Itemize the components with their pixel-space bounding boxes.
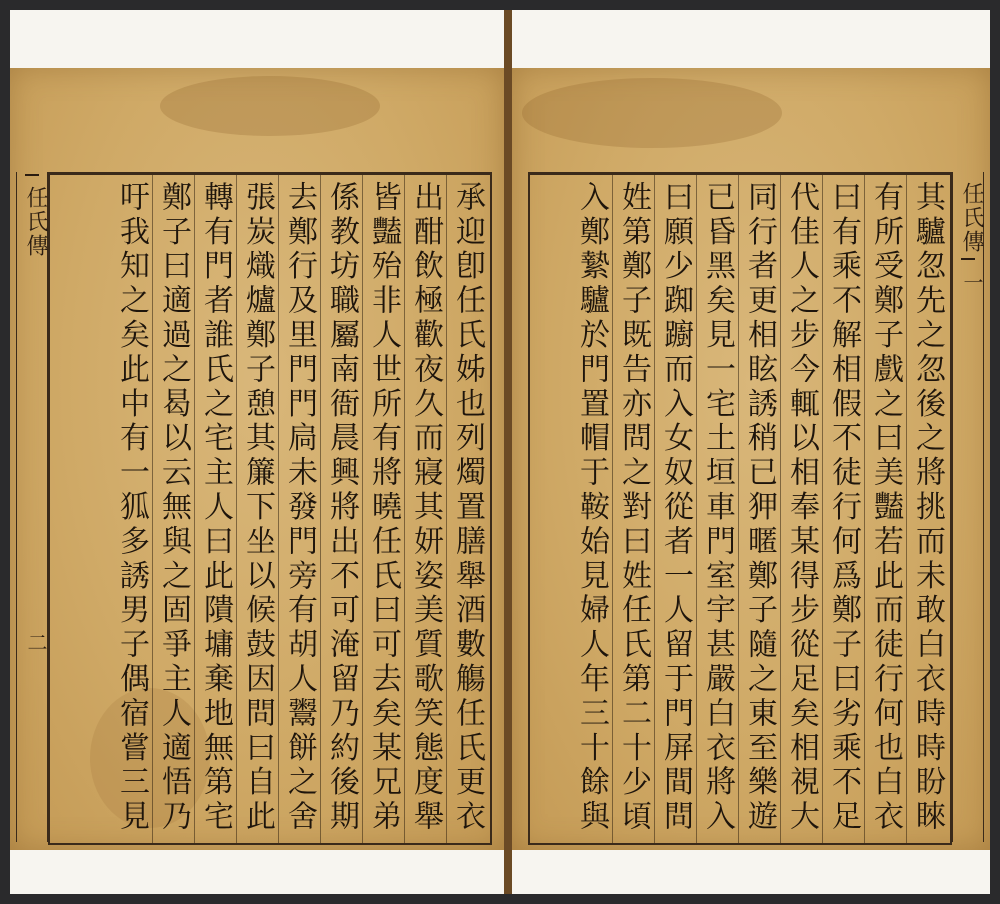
fish-tail-mark [25,174,39,186]
left-page [10,10,504,894]
book-gutter [504,10,512,894]
left-banxin [16,172,48,842]
left-banxin-title: 任氏傳 [23,186,48,258]
text-column: 曰願少踟躕而入女奴從者一人留于門屏間問 [654,175,696,843]
text-column: 承迎卽任氏姊也列燭置膳舉酒數觴任氏更衣 [446,175,488,843]
stain [522,78,782,148]
left-banxin-number: 二 [24,632,48,652]
text-column: 入鄭縶驢於門置帽于鞍始見婦人年三十餘與 [574,181,609,835]
right-text-frame [528,172,952,845]
text-column: 鄭子曰適過之曷以云無與之固爭主人適悟乃 [152,175,194,843]
left-text-frame [48,172,492,845]
text-column: 曰有乘不解相假不徒行何爲鄭子曰劣乘不足 [822,175,864,843]
right-text-columns [570,175,948,843]
stain [160,76,380,136]
fish-tail-mark [961,258,975,270]
text-column: 去鄭行及里門門扃未發門旁有胡人鬻餅之舍 [278,175,320,843]
right-leaf [512,68,990,850]
text-column: 代佳人之步今輒以相奉某得步從足矣相視大 [780,175,822,843]
text-column: 姓第鄭子既告亦問之對曰姓任氏第二十少頃 [612,175,654,843]
right-banxin-title: 任氏傳 [959,182,984,254]
text-column: 張炭熾爐鄭子憩其簾下坐以候鼓因問曰自此 [236,175,278,843]
right-banxin [952,172,984,842]
text-column: 同行者更相眩誘稍已狎暱鄭子隨之東至樂遊 [738,175,780,843]
left-text-columns [92,175,488,843]
text-column: 皆豔殆非人世所有將曉任氏曰可去矣某兄弟 [362,175,404,843]
right-banxin-number: 一 [960,272,984,292]
left-leaf [10,68,504,850]
text-column: 其驢忽先之忽後之將挑而未敢白衣時時盼睞 [906,175,948,843]
text-column: 出酣飲極歡夜久而寢其妍姿美質歌笑態度舉 [404,175,446,843]
text-column: 轉有門者誰氏之宅主人曰此隤墉棄地無第宅 [194,175,236,843]
right-page [512,10,990,894]
text-column: 有所受鄭子戲之曰美豔若此而徒行何也白衣 [864,175,906,843]
text-column: 已昏黑矣見一宅土垣車門室宇甚嚴白衣將入 [696,175,738,843]
text-column: 係教坊職屬南衙晨興將出不可淹留乃約後期 [320,175,362,843]
text-column: 吁我知之矣此中有一狐多誘男子偶宿嘗三見 [114,181,149,835]
